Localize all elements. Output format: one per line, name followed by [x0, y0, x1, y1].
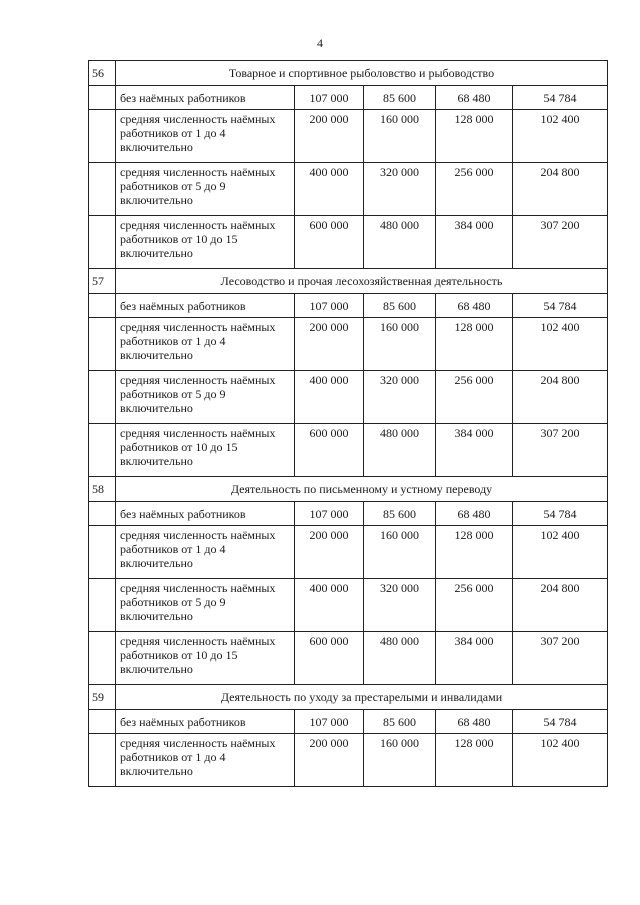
- table-row: [89, 632, 608, 685]
- page-number: 4: [317, 36, 323, 50]
- value-cell: 128 000: [436, 318, 513, 371]
- value-cell: 54 784: [513, 294, 608, 318]
- section-header-row: [89, 685, 608, 710]
- row-label: средняя численность наёмных работников от 1 до 4 включительно: [116, 734, 295, 787]
- value-cell: 68 480: [436, 86, 513, 110]
- empty-cell: [89, 502, 116, 526]
- value-cell: 107 000: [295, 502, 364, 526]
- section-title: Деятельность по уходу за престарелыми и инвалидами: [116, 685, 608, 710]
- value-cell: 68 480: [436, 294, 513, 318]
- section-header-row: [89, 477, 608, 502]
- value-cell: 107 000: [295, 294, 364, 318]
- value-cell: 256 000: [436, 579, 513, 632]
- section-number: 56: [89, 61, 116, 86]
- value-cell: 400 000: [295, 371, 364, 424]
- empty-cell: [89, 371, 116, 424]
- value-cell: 200 000: [295, 526, 364, 579]
- section-title: Товарное и спортивное рыболовство и рыбоводство: [116, 61, 608, 86]
- empty-cell: [89, 216, 116, 269]
- value-cell: 480 000: [364, 632, 436, 685]
- table-row: [89, 710, 608, 734]
- value-cell: 307 200: [513, 632, 608, 685]
- value-cell: 200 000: [295, 318, 364, 371]
- row-label: средняя численность наёмных работников от 10 до 15 включительно: [116, 632, 295, 685]
- row-label: средняя численность наёмных работников от 1 до 4 включительно: [116, 526, 295, 579]
- empty-cell: [89, 110, 116, 163]
- row-label: средняя численность наёмных работников от 10 до 15 включительно: [116, 424, 295, 477]
- value-cell: 320 000: [364, 163, 436, 216]
- section-number: 57: [89, 269, 116, 294]
- value-cell: 320 000: [364, 371, 436, 424]
- empty-cell: [89, 86, 116, 110]
- value-cell: 200 000: [295, 110, 364, 163]
- table-row: [89, 163, 608, 216]
- value-cell: 85 600: [364, 294, 436, 318]
- value-cell: 400 000: [295, 579, 364, 632]
- row-label: средняя численность наёмных работников от 5 до 9 включительно: [116, 579, 295, 632]
- section-header-row: [89, 61, 608, 86]
- row-label: без наёмных работников: [116, 502, 295, 526]
- row-label: средняя численность наёмных работников от 5 до 9 включительно: [116, 371, 295, 424]
- value-cell: 68 480: [436, 710, 513, 734]
- row-label: средняя численность наёмных работников от 1 до 4 включительно: [116, 110, 295, 163]
- section-number: 59: [89, 685, 116, 710]
- table-row: [89, 502, 608, 526]
- section-title: Лесоводство и прочая лесохозяйственная деятельность: [116, 269, 608, 294]
- section-title: Деятельность по письменному и устному переводу: [116, 477, 608, 502]
- value-cell: 384 000: [436, 424, 513, 477]
- value-cell: 204 800: [513, 163, 608, 216]
- table-row: [89, 216, 608, 269]
- value-cell: 54 784: [513, 710, 608, 734]
- table-row: [89, 318, 608, 371]
- value-cell: 600 000: [295, 216, 364, 269]
- value-cell: 160 000: [364, 318, 436, 371]
- value-cell: 600 000: [295, 424, 364, 477]
- value-cell: 128 000: [436, 734, 513, 787]
- table-row: [89, 371, 608, 424]
- value-cell: 102 400: [513, 318, 608, 371]
- value-cell: 102 400: [513, 110, 608, 163]
- table-row: [89, 110, 608, 163]
- row-label: средняя численность наёмных работников от 5 до 9 включительно: [116, 163, 295, 216]
- table-row: [89, 294, 608, 318]
- value-cell: 256 000: [436, 371, 513, 424]
- value-cell: 400 000: [295, 163, 364, 216]
- row-label: без наёмных работников: [116, 86, 295, 110]
- value-cell: 256 000: [436, 163, 513, 216]
- value-cell: 204 800: [513, 371, 608, 424]
- empty-cell: [89, 294, 116, 318]
- value-cell: 54 784: [513, 502, 608, 526]
- value-cell: 128 000: [436, 110, 513, 163]
- empty-cell: [89, 579, 116, 632]
- empty-cell: [89, 734, 116, 787]
- section-number: 58: [89, 477, 116, 502]
- value-cell: 107 000: [295, 86, 364, 110]
- value-cell: 160 000: [364, 526, 436, 579]
- table-row: [89, 424, 608, 477]
- row-label: без наёмных работников: [116, 294, 295, 318]
- empty-cell: [89, 318, 116, 371]
- value-cell: 384 000: [436, 216, 513, 269]
- table-row: [89, 579, 608, 632]
- value-cell: 85 600: [364, 710, 436, 734]
- empty-cell: [89, 632, 116, 685]
- table-row: [89, 86, 608, 110]
- value-cell: 68 480: [436, 502, 513, 526]
- tax-table: [88, 60, 608, 787]
- value-cell: 160 000: [364, 734, 436, 787]
- value-cell: 600 000: [295, 632, 364, 685]
- value-cell: 480 000: [364, 216, 436, 269]
- empty-cell: [89, 424, 116, 477]
- row-label: средняя численность наёмных работников от 1 до 4 включительно: [116, 318, 295, 371]
- value-cell: 200 000: [295, 734, 364, 787]
- value-cell: 85 600: [364, 502, 436, 526]
- value-cell: 128 000: [436, 526, 513, 579]
- value-cell: 204 800: [513, 579, 608, 632]
- table-row: [89, 734, 608, 787]
- empty-cell: [89, 710, 116, 734]
- table-row: [89, 526, 608, 579]
- empty-cell: [89, 163, 116, 216]
- value-cell: 85 600: [364, 86, 436, 110]
- value-cell: 102 400: [513, 526, 608, 579]
- value-cell: 320 000: [364, 579, 436, 632]
- section-header-row: [89, 269, 608, 294]
- row-label: без наёмных работников: [116, 710, 295, 734]
- value-cell: 102 400: [513, 734, 608, 787]
- empty-cell: [89, 526, 116, 579]
- value-cell: 480 000: [364, 424, 436, 477]
- value-cell: 54 784: [513, 86, 608, 110]
- value-cell: 307 200: [513, 424, 608, 477]
- value-cell: 384 000: [436, 632, 513, 685]
- value-cell: 107 000: [295, 710, 364, 734]
- row-label: средняя численность наёмных работников от 10 до 15 включительно: [116, 216, 295, 269]
- value-cell: 160 000: [364, 110, 436, 163]
- value-cell: 307 200: [513, 216, 608, 269]
